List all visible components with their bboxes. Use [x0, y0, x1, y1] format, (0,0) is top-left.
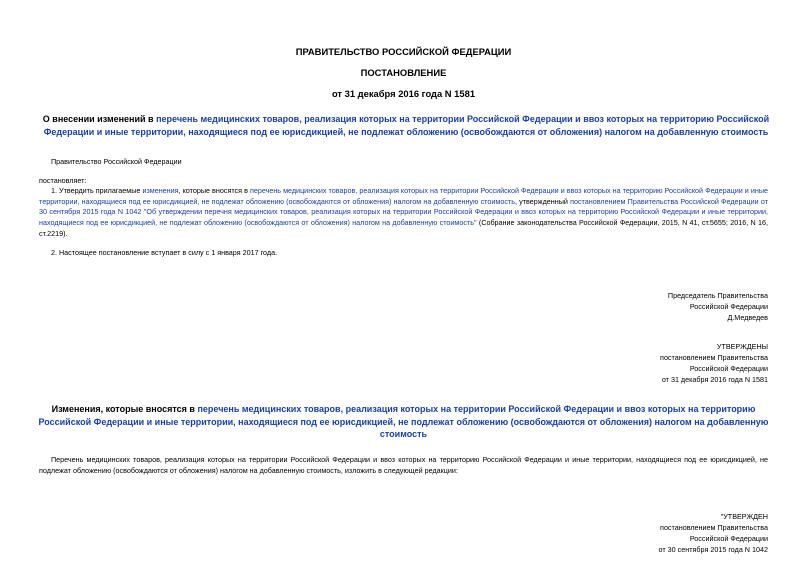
- changes-body: Перечень медицинских товаров, реализация которых на территории Российской Федерации и ввоз которых на территорию Российской Федерации и иные территории, находящиеся под ее юрисдикцией, не подлежат обложению (освобождаются от обложения) налогом на добавленную стоимость, изложить в следующей редакции:: [39, 455, 768, 475]
- approved2-line-3: Российской Федерации: [689, 534, 768, 543]
- p1-text-a: 1. Утвердить прилагаемые: [51, 186, 143, 195]
- intro-text: Правительство Российской Федерации: [51, 157, 182, 166]
- title-prefix: О внесении изменений в: [42, 114, 157, 124]
- approved-line-2: постановлением Правительства: [660, 353, 768, 362]
- signature-line-3: Д.Медведев: [727, 313, 768, 322]
- approved-line-3: Российской Федерации: [689, 364, 768, 373]
- changes-title: [30, 403, 777, 441]
- title-link-part1[interactable]: перечень медицинских товаров, реализация которых на территории Российской Федерации и ввоз которых на территорию Российской: [156, 114, 770, 124]
- changes-title-link-part3[interactable]: стоимость: [379, 429, 428, 439]
- p1-text-b: , которые вносятся в: [178, 186, 250, 195]
- signature-line-1: Председатель Правительства: [667, 291, 768, 300]
- org-heading: ПРАВИТЕЛЬСТВО РОССИЙСКОЙ ФЕДЕРАЦИИ: [295, 46, 512, 57]
- approved-line-1: УТВЕРЖДЕНЫ: [716, 342, 768, 351]
- p1-text-d: (Собрание законодательства Российской Федерации, 2015, N 41, ст.5655; 2016, N 16, ст.2219).: [39, 218, 768, 238]
- p1-link-list[interactable]: перечень медицинских товаров, реализация которых на территории Российской Федерации и ввоз которых на территорию Российской Федерации и иные территории, находящиеся под ее юрисдикцией, не подлежат обложению (освобождаются от обложения) налогом на добавленную стоимость: [39, 186, 768, 206]
- approved2-block: [659, 511, 768, 555]
- doc-date-heading: от 31 декабря 2016 года N 1581: [331, 88, 476, 99]
- p1-link-changes[interactable]: изменения: [142, 186, 179, 195]
- signature-block: [668, 290, 768, 323]
- doc-type-heading: ПОСТАНОВЛЕНИЕ: [360, 67, 447, 78]
- title-link-part2[interactable]: Федерации и иные территории, находящиеся под ее юрисдикцией, не подлежат обложению (освобождаются от обложения) налогом на добавленную стоимость: [43, 127, 769, 137]
- document-title: [35, 113, 777, 139]
- changes-title-prefix: Изменения, которые вносятся в: [51, 404, 198, 414]
- changes-title-link-part1[interactable]: перечень медицинских товаров, реализация которых на территории Российской Федерации и ввоз которых на территорию: [197, 404, 756, 414]
- paragraph-1: [39, 186, 768, 240]
- p1-link-decree[interactable]: постановлением Правительства Российской Федерации от 30 сентября 2015 года N 1042 "Об утверждении перечня медицинских товаров, реализация которых на территории Российской Федерации и ввоз которых на территорию Российской Федерации и иные территории, находящиеся под ее юрисдикцией, не подлежат обложению (освобождаются от обложения) налогом на добавленную стоимость": [39, 196, 768, 228]
- decides-text: постановляет:: [39, 176, 87, 185]
- approved2-line-1: "УТВЕРЖДЕН: [720, 512, 768, 521]
- approved-block: [660, 341, 768, 385]
- signature-line-2: Российской Федерации: [689, 302, 768, 311]
- paragraph-2: 2. Настоящее постановление вступает в силу с 1 января 2017 года.: [51, 248, 278, 257]
- p1-text-c: , утвержденный: [514, 196, 571, 206]
- approved2-line-2: постановлением Правительства: [660, 523, 768, 532]
- approved2-line-4: от 30 сентября 2015 года N 1042: [658, 545, 768, 554]
- approved-line-4: от 31 декабря 2016 года N 1581: [661, 375, 768, 384]
- changes-title-link-part2[interactable]: Российской Федерации и иные территории, находящиеся под ее юрисдикцией, не подлежат обложению (освобождаются от обложения) налогом на добавленную: [38, 416, 769, 427]
